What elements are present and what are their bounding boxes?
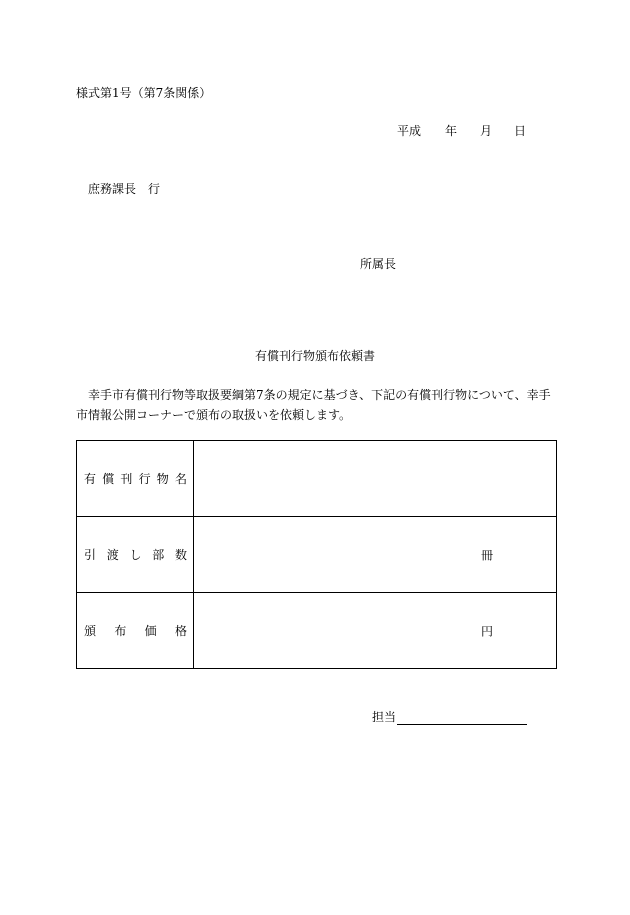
body-paragraph	[76, 385, 556, 425]
value-publication-name[interactable]	[194, 441, 557, 517]
sender: 所属長	[360, 257, 397, 271]
body-line-1: 幸手市有償刊行物等取扱要綱第7条の規定に基づき、下記の有償刊行物について、幸手	[88, 388, 551, 402]
label-char: 行	[138, 472, 151, 486]
date-line	[397, 122, 526, 139]
table-row	[77, 517, 557, 593]
label-char: 渡	[106, 548, 119, 562]
publication-info-table	[76, 440, 557, 669]
table-row	[77, 441, 557, 517]
label-char: 刊	[120, 472, 133, 486]
contact-signature-line[interactable]	[397, 710, 527, 725]
label-char: 格	[174, 624, 187, 638]
label-char: 引	[84, 548, 97, 562]
table-row	[77, 593, 557, 669]
value-price[interactable]	[194, 593, 557, 669]
label-char: 価	[144, 624, 157, 638]
contact-label: 担当	[372, 710, 397, 724]
label-char: し	[129, 548, 142, 562]
label-char: 償	[102, 472, 115, 486]
contact-person	[372, 708, 527, 725]
value-delivery-count[interactable]	[194, 517, 557, 593]
unit-yen: 円	[481, 624, 494, 638]
label-char: 頒	[84, 624, 97, 638]
date-era: 平成	[397, 124, 422, 138]
label-char: 名	[174, 472, 187, 486]
label-char: 有	[84, 472, 97, 486]
unit-copies: 冊	[481, 548, 494, 562]
date-month: 月	[480, 124, 493, 138]
label-char: 数	[174, 548, 187, 562]
date-day: 日	[514, 124, 527, 138]
label-char: 物	[156, 472, 169, 486]
label-char: 布	[114, 624, 127, 638]
document-title: 有償刊行物頒布依頼書	[254, 349, 375, 363]
body-line-2: 市情報公開コーナーで頒布の取扱いを依頼します。	[76, 408, 352, 422]
label-delivery-count	[77, 517, 194, 593]
form-number: 様式第1号（第7条関係）	[76, 86, 212, 100]
date-year: 年	[445, 124, 458, 138]
label-price	[77, 593, 194, 669]
recipient: 庶務課長 行	[88, 182, 161, 196]
label-publication-name	[77, 441, 194, 517]
label-char: 部	[152, 548, 165, 562]
